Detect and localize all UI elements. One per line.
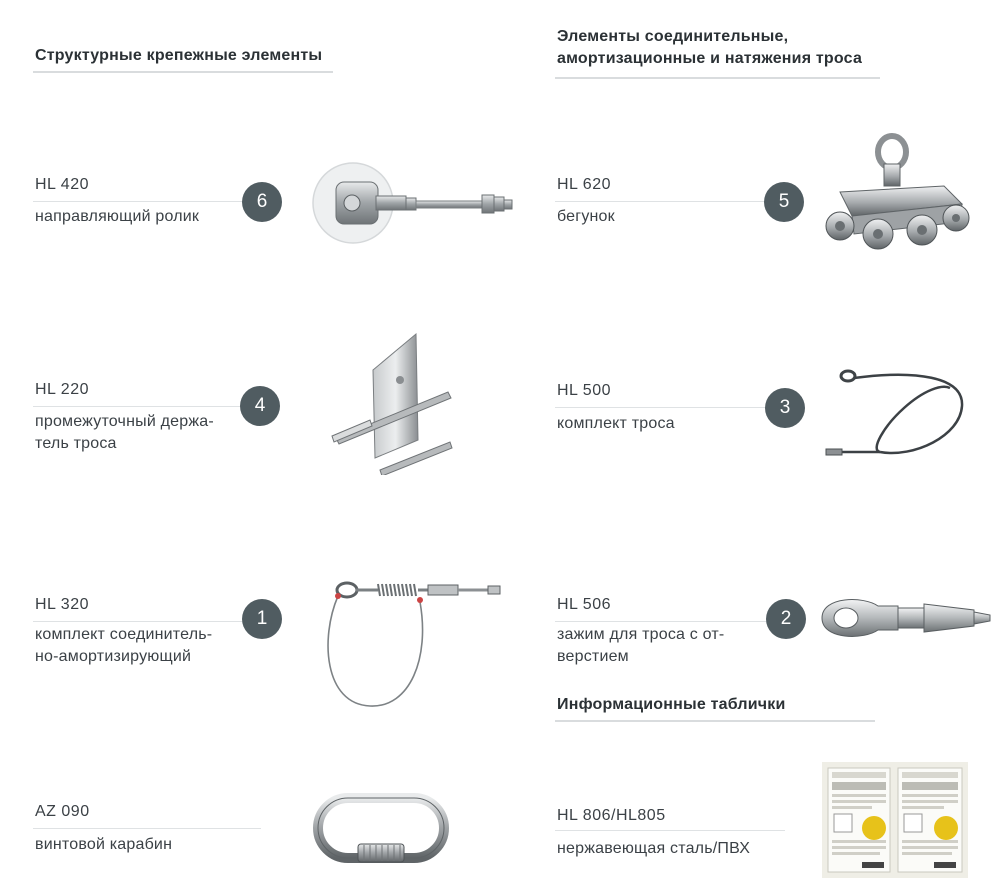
product-description xyxy=(557,206,615,228)
position-badge: 6 xyxy=(242,182,282,222)
product-code: HL 506 xyxy=(557,596,611,613)
item-divider xyxy=(555,407,787,408)
item-divider xyxy=(33,406,263,407)
item-divider xyxy=(555,201,787,202)
position-badge: 3 xyxy=(765,388,805,428)
description-line: комплект соединитель- xyxy=(35,626,213,643)
product-code: AZ 090 xyxy=(35,803,90,820)
product-description xyxy=(35,411,214,455)
product-code: HL 500 xyxy=(557,382,611,399)
description-line: направляющий ролик xyxy=(35,208,200,225)
product-description xyxy=(35,834,172,856)
section-title-line: амортизационные и натяжения троса xyxy=(557,50,863,67)
cable-clamp-icon xyxy=(818,590,996,646)
product-code: HL 806/HL805 xyxy=(557,807,666,824)
description-line: бегунок xyxy=(557,208,615,225)
product-code: HL 220 xyxy=(35,381,89,398)
product-code: HL 420 xyxy=(35,176,89,193)
item-divider xyxy=(555,621,787,622)
position-badge: 4 xyxy=(240,386,280,426)
description-line: винтовой карабин xyxy=(35,836,173,853)
section-title-info: Информационные таблички xyxy=(557,696,786,713)
position-badge: 1 xyxy=(242,599,282,639)
section-title-line: Элементы соединительные, xyxy=(557,28,789,45)
description-line: тель троса xyxy=(35,435,117,452)
product-code: HL 320 xyxy=(35,596,89,613)
item-divider xyxy=(33,201,263,202)
section-title-connecting xyxy=(557,26,862,70)
guide-roller-icon xyxy=(308,158,518,248)
description-line: но-амортизирующий xyxy=(35,648,192,665)
screw-carabiner-icon xyxy=(312,790,450,866)
description-line: нержавеющая сталь/ПВХ xyxy=(557,840,751,857)
item-divider xyxy=(33,621,263,622)
product-description xyxy=(35,624,212,668)
position-badge: 2 xyxy=(766,599,806,639)
shock-absorber-kit-icon xyxy=(318,578,504,710)
position-badge: 5 xyxy=(764,182,804,222)
section-rule xyxy=(33,71,333,73)
info-plates-icon xyxy=(822,762,968,878)
item-divider xyxy=(555,830,785,831)
item-divider xyxy=(33,828,261,829)
description-line: зажим для троса с от- xyxy=(557,626,725,643)
cable-set-icon xyxy=(824,366,970,460)
section-title-structural: Структурные крепежные элементы xyxy=(35,47,323,64)
product-code: HL 620 xyxy=(557,176,611,193)
product-description xyxy=(557,838,750,860)
description-line: промежуточный держа- xyxy=(35,413,214,430)
description-line: верстием xyxy=(557,648,629,665)
section-rule xyxy=(555,720,875,722)
section-rule xyxy=(555,77,880,79)
product-description xyxy=(557,413,675,435)
product-description xyxy=(35,206,199,228)
runner-trolley-icon xyxy=(822,130,972,265)
description-line: комплект троса xyxy=(557,415,675,432)
intermediate-holder-icon xyxy=(328,330,456,475)
product-description xyxy=(557,624,724,668)
